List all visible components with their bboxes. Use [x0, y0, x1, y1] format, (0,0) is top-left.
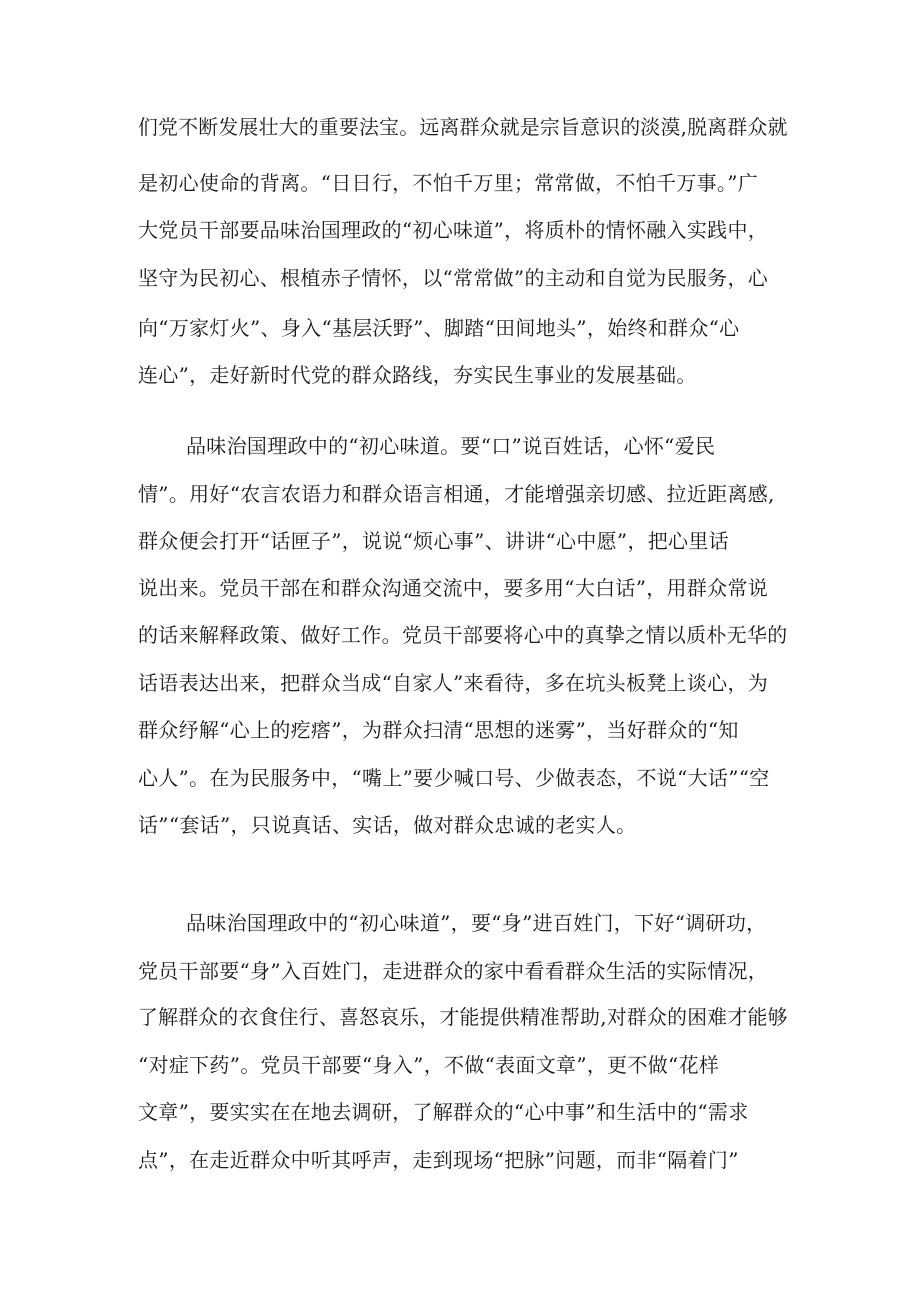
paragraph-3-line-4: “对症下药”。党员干部要“身入”，不做“表面文章”，更不做“花样: [138, 1053, 720, 1077]
paragraph-1-line-6: 连心”，走好新时代党的群众路线，夯实民生事业的发展基础。: [138, 363, 697, 387]
paragraph-2-line-1: 品味治国理政中的“初心味道。要“口”说百姓话，心怀“爱民: [186, 434, 716, 458]
paragraph-2-line-2: 情”。用好“农言农语力和群众语言相通，才能增强亲切感、拉近距离感,: [138, 482, 775, 506]
paragraph-2-line-6: 话语表达出来，把群众当成“自家人”来看待，多在坑头板凳上谈心，为: [138, 671, 769, 695]
paragraph-3-line-5: 文章”，要实实在在地去调研，了解群众的“心中事”和生活中的“需求: [138, 1100, 749, 1124]
paragraph-2-line-4: 说出来。党员干部在和群众沟通交流中，要多用“大白话”，用群众常说: [138, 576, 769, 600]
paragraph-3-line-3: 了解群众的衣食住行、喜怒哀乐，才能提供精准帮助,对群众的困难才能够: [138, 1006, 788, 1029]
paragraph-3-line-2: 党员干部要“身”入百姓门，走进群众的家中看看群众生活的实际情况，: [138, 959, 769, 983]
paragraph-3-line-6: 点”，在走近群众中听其呼声，走到现场“把脉”问题，而非“隔着门”: [138, 1148, 739, 1172]
paragraph-2-line-9: 话”“套话”，只说真话、实话，做对群众忠诚的老实人。: [138, 813, 637, 837]
paragraph-2-line-8: 心人”。在为民服务中，“嘴上”要少喊口号、少做表态，不说“大话”“空: [138, 766, 770, 790]
paragraph-1-line-2: 是初心使命的背离。“日日行，不怕千万里；常常做，不怕千万事。”广: [138, 171, 759, 195]
paragraph-1-line-4: 坚守为民初心、根植赤子情怀，以“常常做”的主动和自觉为民服务，心: [138, 266, 769, 290]
paragraph-3-line-1: 品味治国理政中的“初心味道”，要“身”进百姓门，下好“调研功，: [186, 911, 767, 935]
paragraph-1-line-5: 向“万家灯火”、身入“基层沃野”、脚踏“田间地头”，始终和群众“心: [138, 316, 740, 340]
paragraph-2-line-3: 群众便会打开“话匣子”，说说“烦心事”、讲讲“心中愿”，把心里话: [138, 529, 729, 553]
paragraph-1-line-3: 大党员干部要品味治国理政的“初心味道”，将质朴的情怀融入实践中，: [138, 218, 769, 242]
paragraph-2-line-7: 群众纾解“心上的疙瘩”，为群众扫清“思想的迷雾”，当好群众的“知: [138, 718, 739, 742]
paragraph-2-line-5: 的话来解释政策、做好工作。党员干部要将心中的真挚之情以质朴无华的: [138, 623, 788, 647]
paragraph-1-line-1: 们党不断发展壮大的重要法宝。远离群众就是宗旨意识的淡漠,脱离群众就: [138, 116, 788, 139]
